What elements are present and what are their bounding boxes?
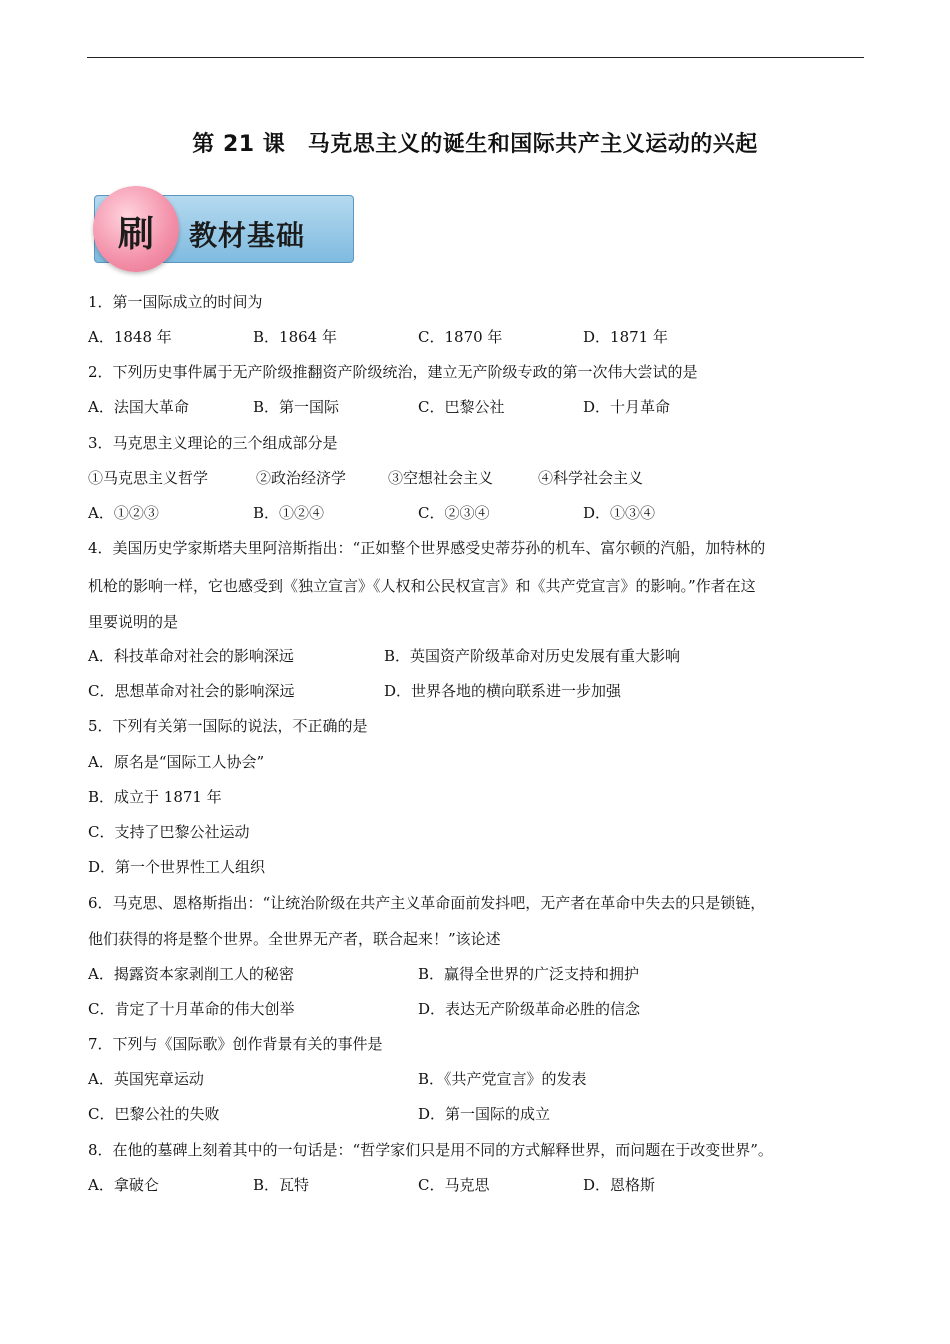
question-8-option-a: A．拿破仑 (88, 1176, 159, 1194)
question-8-option-b: B．瓦特 (253, 1176, 310, 1194)
question-5-option-a: A．原名是“国际工人协会” (88, 753, 265, 771)
header-rule (87, 57, 864, 58)
question-3-option-d: D．①③④ (583, 504, 656, 522)
question-3-option-b: B．①②④ (253, 504, 325, 522)
question-7-option-a: A．英国宪章运动 (88, 1070, 204, 1088)
question-8-option-d: D．恩格斯 (583, 1176, 656, 1194)
question-2-option-c: C．巴黎公社 (418, 398, 505, 416)
question-1-option-d: D．1871 年 (583, 328, 668, 346)
question-2-option-b: B．第一国际 (253, 398, 340, 416)
page-title: 第 21 课 马克思主义的诞生和国际共产主义运动的兴起 (192, 132, 758, 157)
question-7-stem: 7．下列与《国际歌》创作背景有关的事件是 (88, 1035, 383, 1053)
section-badge-circle (93, 186, 179, 272)
question-4-option-c: C．思想革命对社会的影响深远 (88, 682, 295, 700)
question-3-stem: 3．马克思主义理论的三个组成部分是 (88, 434, 338, 452)
question-6-option-d: D．表达无产阶级革命必胜的信念 (418, 1000, 641, 1018)
question-1-stem: 1．第一国际成立的时间为 (88, 293, 263, 311)
question-4-option-a: A．科技革命对社会的影响深远 (88, 647, 294, 665)
question-3-option-a: A．①②③ (88, 504, 159, 522)
question-7-option-d: D．第一国际的成立 (418, 1105, 551, 1123)
question-8-stem: 8．在他的墓碑上刻着其中的一句话是：“哲学家们只是用不同的方式解释世界，而问题在于改变世界”。 (88, 1141, 773, 1159)
question-3-item-2: ②政治经济学 (256, 469, 347, 487)
question-1-option-b: B．1864 年 (253, 328, 337, 346)
question-1-option-c: C．1870 年 (418, 328, 503, 346)
question-3-option-c: C．②③④ (418, 504, 490, 522)
question-6-stem-line-2: 他们获得的将是整个世界。全世界无产者，联合起来！”该论述 (88, 930, 501, 948)
question-2-option-a: A．法国大革命 (88, 398, 189, 416)
question-2-option-d: D．十月革命 (583, 398, 671, 416)
question-4-option-b: B．英国资产阶级革命对历史发展有重大影响 (384, 647, 681, 665)
question-7-option-b: B．《共产党宣言》的发表 (418, 1070, 587, 1088)
question-6-option-b: B．赢得全世界的广泛支持和拥护 (418, 965, 640, 983)
question-5-stem: 5．下列有关第一国际的说法，不正确的是 (88, 717, 368, 735)
question-2-stem: 2．下列历史事件属于无产阶级推翻资产阶级统治，建立无产阶级专政的第一次伟大尝试的是 (88, 363, 698, 381)
question-3-item-1: ①马克思主义哲学 (88, 469, 209, 487)
question-4-stem-line-2: 机枪的影响一样，它也感受到《独立宣言》《人权和公民权宣言》和《共产党宣言》的影响。”作者在这 (88, 577, 756, 595)
question-6-stem-line-1: 6．马克思、恩格斯指出：“让统治阶级在共产主义革命面前发抖吧，无产者在革命中失去的只是锁链， (88, 894, 766, 912)
question-1-option-a: A．1848 年 (88, 328, 172, 346)
question-3-item-4: ④科学社会主义 (538, 469, 644, 487)
section-badge (90, 186, 355, 274)
question-4-option-d: D．世界各地的横向联系进一步加强 (384, 682, 622, 700)
question-6-option-c: C．肯定了十月革命的伟大创举 (88, 1000, 295, 1018)
question-5-option-b: B．成立于 1871 年 (88, 788, 222, 806)
question-3-item-3: ③空想社会主义 (388, 469, 494, 487)
question-4-stem-line-3: 里要说明的是 (88, 613, 179, 631)
question-7-option-c: C．巴黎公社的失败 (88, 1105, 220, 1123)
question-6-option-a: A．揭露资本家剥削工人的秘密 (88, 965, 294, 983)
question-8-option-c: C．马克思 (418, 1176, 490, 1194)
section-badge-label: 教材基础 (189, 219, 306, 252)
question-5-option-c: C．支持了巴黎公社运动 (88, 823, 250, 841)
question-4-stem-line-1: 4．美国历史学家斯塔夫里阿涪斯指出：“正如整个世界感受史蒂芬孙的机车、富尔顿的汽船，加特林的 (88, 539, 766, 557)
question-5-option-d: D．第一个世界性工人组织 (88, 858, 266, 876)
section-badge-circle-char: 刷 (117, 214, 154, 255)
